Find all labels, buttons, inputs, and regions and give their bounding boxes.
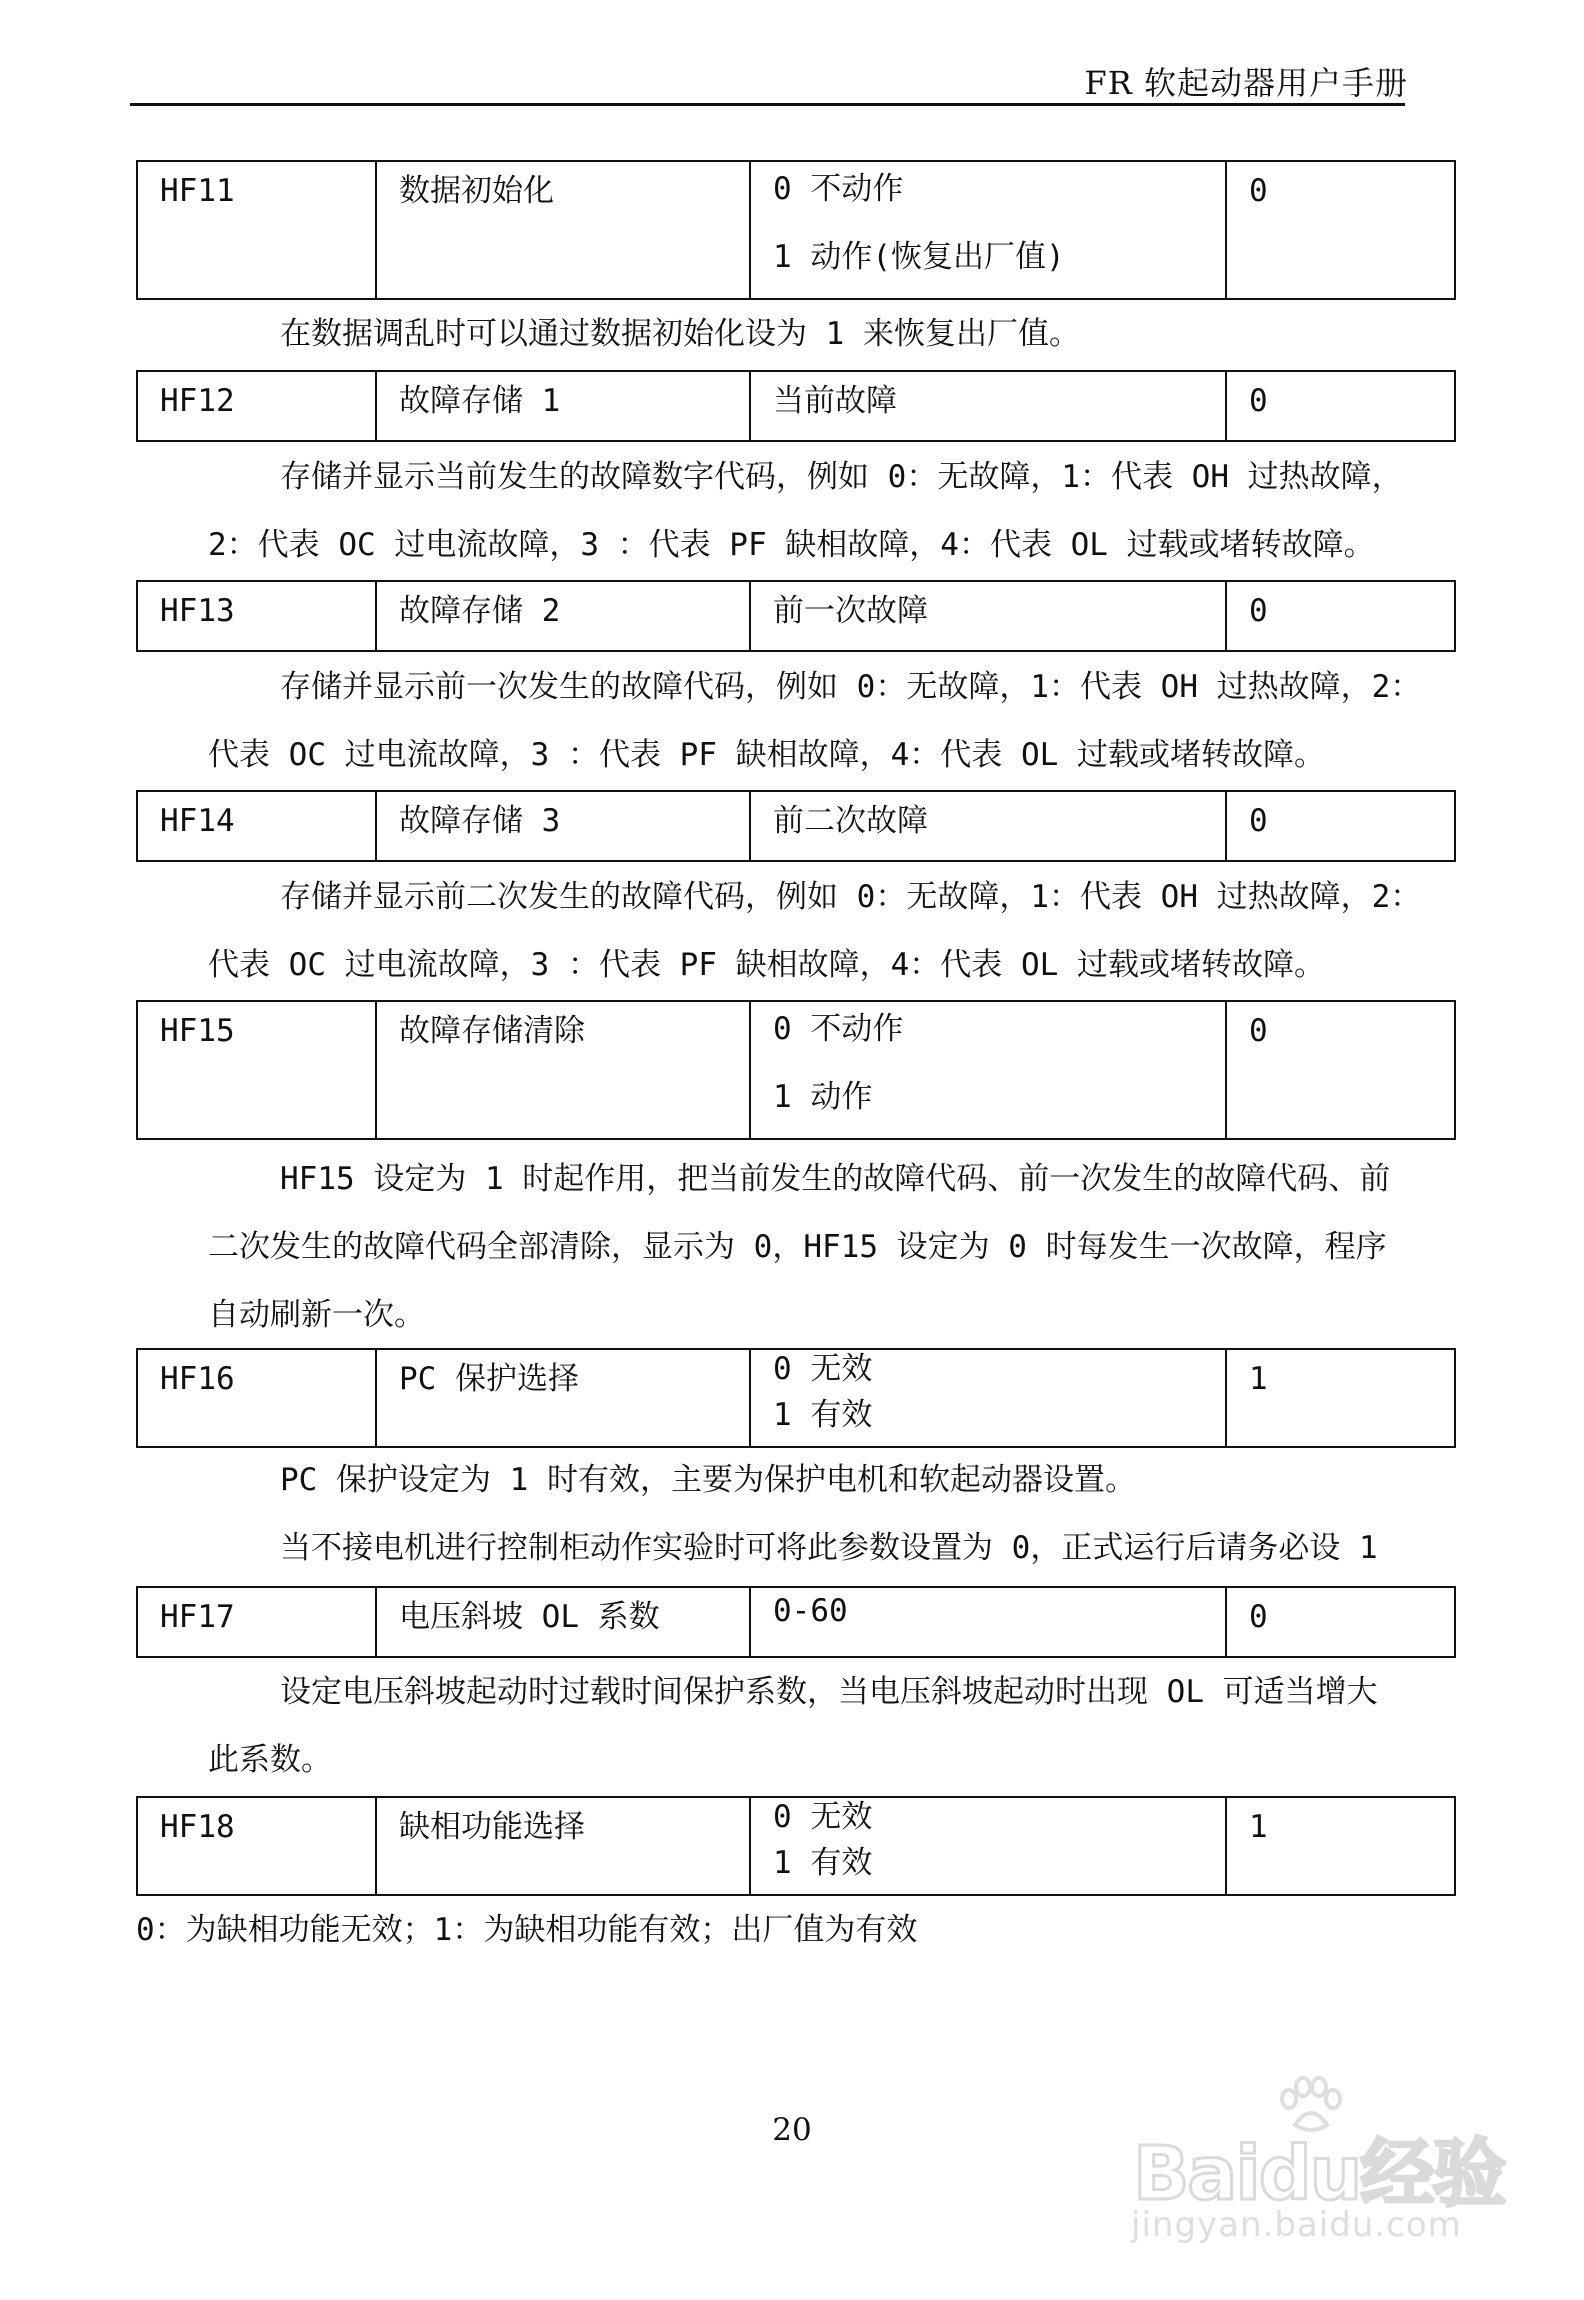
param-table-hf14 (136, 790, 1456, 862)
param-default: 0 (1249, 1013, 1268, 1049)
description-line: 当不接电机进行控制柜动作实验时可将此参数设置为 0，正式运行后请务必设 1 (280, 1530, 1378, 1566)
description-line: 代表 OC 过电流故障，3 ：代表 PF 缺相故障，4：代表 OL 过载或堵转故障。 (208, 737, 1325, 773)
param-option: 0-60 (773, 1593, 848, 1629)
description-line: 存储并显示前二次发生的故障代码，例如 0：无故障，1：代表 OH 过热故障，2： (280, 879, 1422, 915)
param-code: HF13 (160, 593, 235, 629)
param-description (136, 1896, 1456, 1964)
param-option: 0 无效 (773, 1799, 873, 1835)
param-option: 1 有效 (773, 1845, 873, 1881)
description-line: 二次发生的故障代码全部清除，显示为 0，HF15 设定为 0 时每发生一次故障，程序 (208, 1229, 1387, 1265)
watermark-brand: Baidu经验 (1133, 2131, 1505, 2217)
param-default: 1 (1249, 1361, 1268, 1397)
param-default: 0 (1249, 383, 1268, 419)
param-description (136, 1145, 1456, 1349)
param-default: 0 (1249, 1599, 1268, 1635)
param-table-hf15 (136, 1000, 1456, 1140)
param-code: HF16 (160, 1361, 235, 1397)
header-rule (130, 103, 1405, 106)
param-name: 故障存储 2 (399, 593, 561, 629)
param-default: 1 (1249, 1809, 1268, 1845)
description-line: 此系数。 (208, 1742, 332, 1778)
param-name: 故障存储 3 (399, 803, 561, 839)
description-line: 自动刷新一次。 (208, 1297, 425, 1333)
description-line: PC 保护设定为 1 时有效，主要为保护电机和软起动器设置。 (280, 1462, 1136, 1498)
description-line: 存储并显示前一次发生的故障代码，例如 0：无故障，1：代表 OH 过热故障，2： (280, 669, 1422, 705)
param-option: 0 不动作 (773, 1011, 904, 1047)
param-option: 1 动作 (773, 1079, 873, 1115)
param-name: 故障存储 1 (399, 383, 561, 419)
param-option: 前一次故障 (773, 593, 928, 629)
param-default: 0 (1249, 803, 1268, 839)
param-description (136, 653, 1456, 789)
param-table-hf11 (136, 160, 1456, 300)
param-table-hf17 (136, 1586, 1456, 1658)
description-line: HF15 设定为 1 时起作用，把当前发生的故障代码、前一次发生的故障代码、前 (280, 1161, 1391, 1197)
param-option: 1 动作(恢复出厂值) (773, 239, 1065, 275)
description-line: 在数据调乱时可以通过数据初始化设为 1 来恢复出厂值。 (280, 316, 1080, 352)
param-option: 1 有效 (773, 1397, 873, 1433)
param-name: 故障存储清除 (399, 1013, 585, 1049)
description-line: 存储并显示当前发生的故障数字代码，例如 0：无故障，1：代表 OH 过热故障， (280, 459, 1403, 495)
param-code: HF15 (160, 1013, 235, 1049)
description-line: 2：代表 OC 过电流故障，3 ：代表 PF 缺相故障，4：代表 OL 过载或堵转故障。 (208, 527, 1375, 563)
manual-title: FR 软起动器用户手册 (1084, 64, 1408, 102)
param-code: HF17 (160, 1599, 235, 1635)
description-line: 0：为缺相功能无效；1：为缺相功能有效；出厂值为有效 (136, 1912, 918, 1948)
param-code: HF18 (160, 1809, 235, 1845)
param-default: 0 (1249, 593, 1268, 629)
param-name: 数据初始化 (399, 173, 554, 209)
page-number: 20 (772, 2112, 812, 2148)
param-description (136, 863, 1456, 999)
param-table-hf13 (136, 580, 1456, 652)
param-option: 当前故障 (773, 383, 897, 419)
description-line: 设定电压斜坡起动时过载时间保护系数，当电压斜坡起动时出现 OL 可适当增大 (280, 1674, 1378, 1710)
param-option: 0 无效 (773, 1351, 873, 1387)
param-code: HF14 (160, 803, 235, 839)
param-name: 电压斜坡 OL 系数 (399, 1599, 660, 1635)
param-description (136, 443, 1456, 579)
param-table-hf16 (136, 1348, 1456, 1448)
baidu-jingyan-watermark (1125, 2075, 1525, 2265)
param-table-hf18 (136, 1796, 1456, 1896)
param-description (136, 1446, 1456, 1582)
param-option: 0 不动作 (773, 171, 904, 207)
param-name: PC 保护选择 (399, 1361, 579, 1397)
param-code: HF11 (160, 173, 235, 209)
param-name: 缺相功能选择 (399, 1809, 585, 1845)
param-description (136, 1658, 1456, 1794)
description-line: 代表 OC 过电流故障，3 ：代表 PF 缺相故障，4：代表 OL 过载或堵转故障。 (208, 947, 1325, 983)
param-description (136, 300, 1456, 368)
param-option: 前二次故障 (773, 803, 928, 839)
watermark-url: jingyan.baidu.com (1131, 2205, 1462, 2245)
param-code: HF12 (160, 383, 235, 419)
param-default: 0 (1249, 173, 1268, 209)
param-table-hf12 (136, 370, 1456, 442)
